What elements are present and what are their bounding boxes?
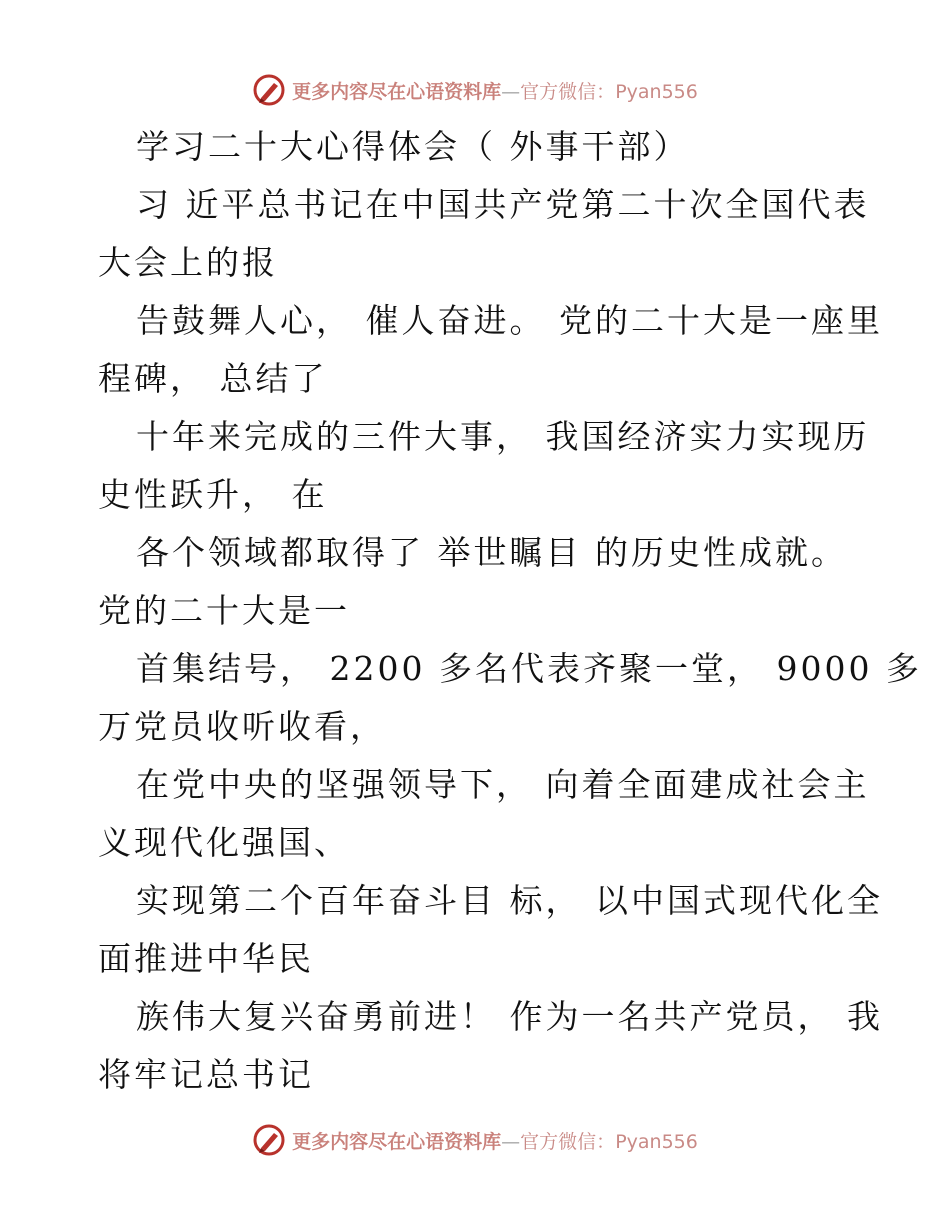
header-watermark bbox=[0, 70, 950, 110]
watermark-sub-text: 官方微信： bbox=[520, 80, 616, 103]
paragraph-line: 习 近平总书记在中国共产党第二十次全国代表 bbox=[136, 185, 870, 224]
footer-watermark bbox=[0, 1120, 950, 1160]
paragraph-line: 实现第二个百年奋斗目 标， 以中国式现代化全 bbox=[136, 881, 883, 920]
watermark-wechat-id: Pyan556 bbox=[615, 1130, 698, 1153]
pen-logo-icon bbox=[252, 73, 286, 107]
watermark-dash: — bbox=[501, 1130, 521, 1153]
paragraph-line: 程碑， 总结了 bbox=[98, 359, 328, 398]
paragraph-line: 义现代化强国、 bbox=[98, 823, 350, 862]
paragraph-line: 各个领域都取得了 举世瞩目 的历史性成就。 bbox=[136, 533, 847, 572]
paragraph-line: 在党中央的坚强领导下， 向着全面建成社会主 bbox=[136, 765, 870, 804]
paragraph-line: 十年来完成的三件大事， 我国经济实力实现历 bbox=[136, 417, 870, 456]
paragraph-line: 族伟大复兴奋勇前进！ 作为一名共产党员， 我 bbox=[136, 997, 883, 1036]
paragraph-line: 史性跃升， 在 bbox=[98, 475, 328, 514]
pen-logo-icon bbox=[252, 1123, 286, 1157]
paragraph-line: 首集结号， 2200 多名代表齐聚一堂， 9000 多 bbox=[136, 649, 922, 688]
watermark-main-text: 更多内容尽在心语资料库 bbox=[292, 80, 502, 103]
document-body bbox=[98, 118, 922, 1104]
paragraph-line: 面推进中华民 bbox=[98, 939, 314, 978]
watermark-main-text: 更多内容尽在心语资料库 bbox=[292, 1130, 502, 1153]
paragraph-line: 告鼓舞人心， 催人奋进。 党的二十大是一座里 bbox=[136, 301, 883, 340]
paragraph-line: 万党员收听收看， bbox=[98, 707, 386, 746]
watermark-text bbox=[292, 1127, 698, 1154]
watermark-sub-text: 官方微信： bbox=[520, 1130, 616, 1153]
paragraph-line: 党的二十大是一 bbox=[98, 591, 350, 630]
paragraph-line: 将牢记总书记 bbox=[98, 1055, 314, 1094]
document-title: 学习二十大心得体会（ 外事干部） bbox=[136, 127, 690, 166]
watermark-text bbox=[292, 77, 698, 104]
watermark-wechat-id: Pyan556 bbox=[615, 80, 698, 103]
paragraph-line: 大会上的报 bbox=[98, 243, 278, 282]
watermark-dash: — bbox=[501, 80, 521, 103]
